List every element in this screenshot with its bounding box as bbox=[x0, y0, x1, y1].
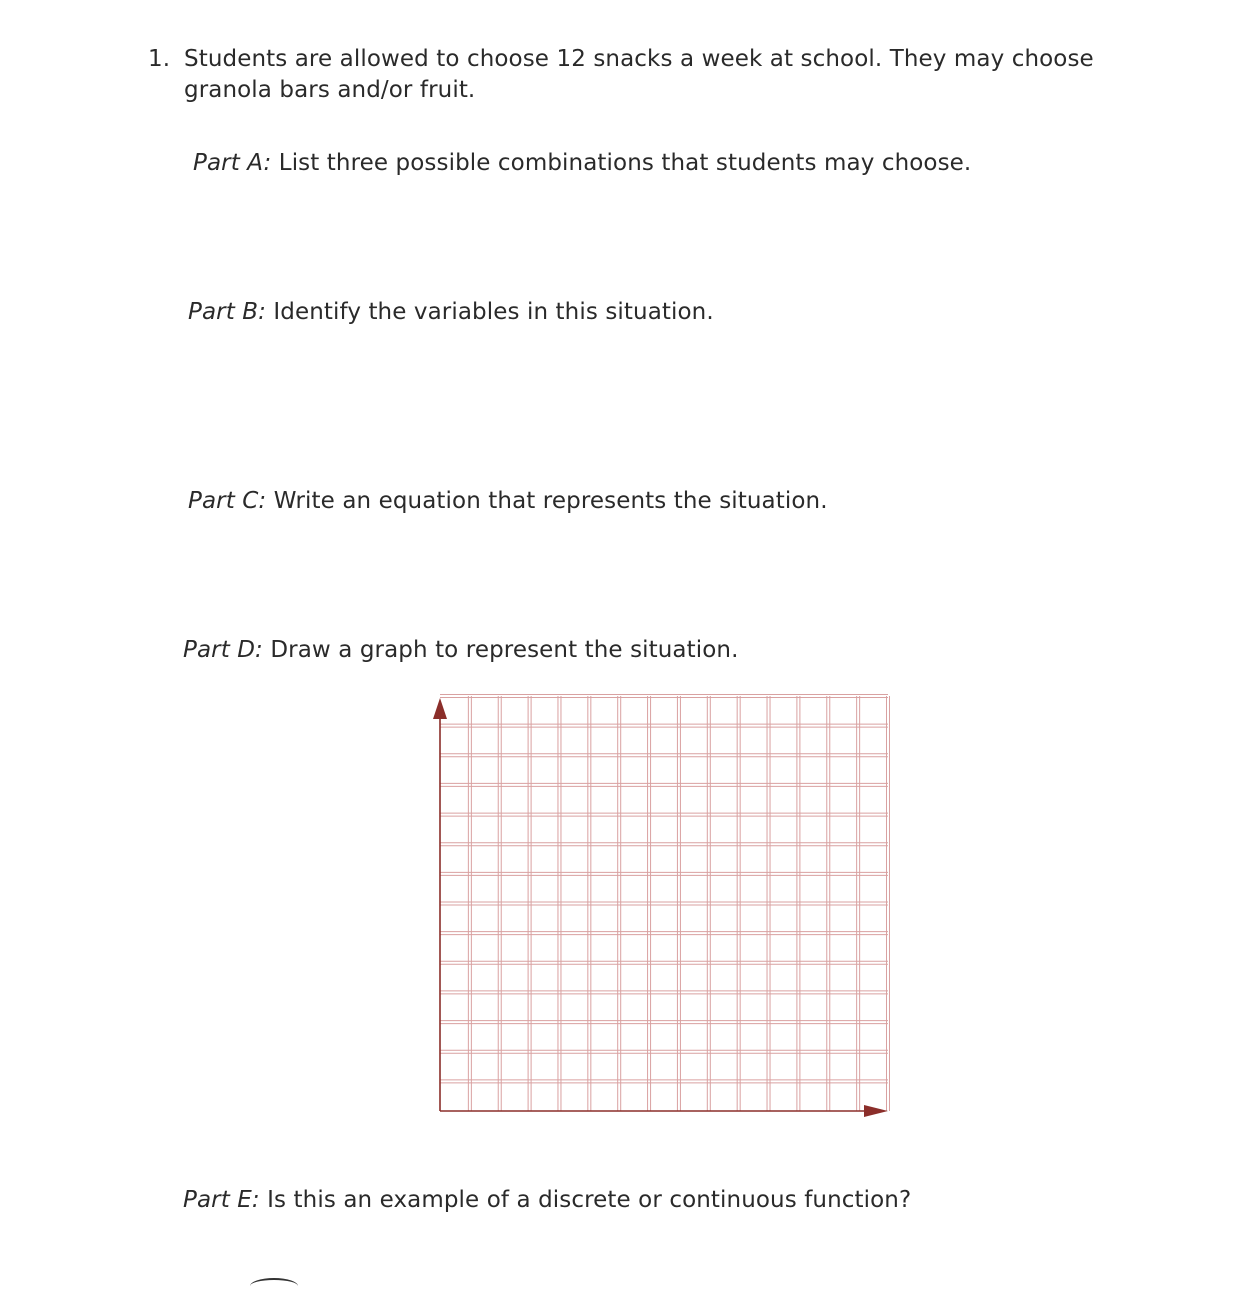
part-d-text: Draw a graph to represent the situation. bbox=[270, 637, 739, 663]
part-a-text: List three possible combinations that students may choose. bbox=[278, 150, 972, 176]
part-c-prompt bbox=[188, 486, 828, 517]
part-e-prompt bbox=[183, 1185, 911, 1216]
question-number: 1. bbox=[148, 46, 171, 72]
part-a-prompt bbox=[193, 148, 971, 179]
part-b-prompt bbox=[188, 297, 714, 328]
x-axis-arrow-icon bbox=[864, 1105, 888, 1117]
y-axis-arrow-icon bbox=[433, 698, 447, 719]
graph-grid bbox=[420, 688, 900, 1128]
part-a-label: Part A: bbox=[193, 150, 272, 176]
part-b-label: Part B: bbox=[188, 299, 266, 325]
question-text: Students are allowed to choose 12 snacks a week at school. They may choose granola bars and/or fruit. bbox=[184, 46, 1094, 103]
part-e-text: Is this an example of a discrete or continuous function? bbox=[267, 1187, 912, 1213]
part-e-label: Part E: bbox=[183, 1187, 260, 1213]
part-b-text: Identify the variables in this situation. bbox=[273, 299, 714, 325]
part-c-label: Part C: bbox=[188, 488, 267, 514]
part-d-prompt bbox=[183, 635, 739, 666]
part-c-text: Write an equation that represents the situation. bbox=[273, 488, 828, 514]
cut-off-mark bbox=[250, 1278, 298, 1294]
part-d-label: Part D: bbox=[183, 637, 263, 663]
